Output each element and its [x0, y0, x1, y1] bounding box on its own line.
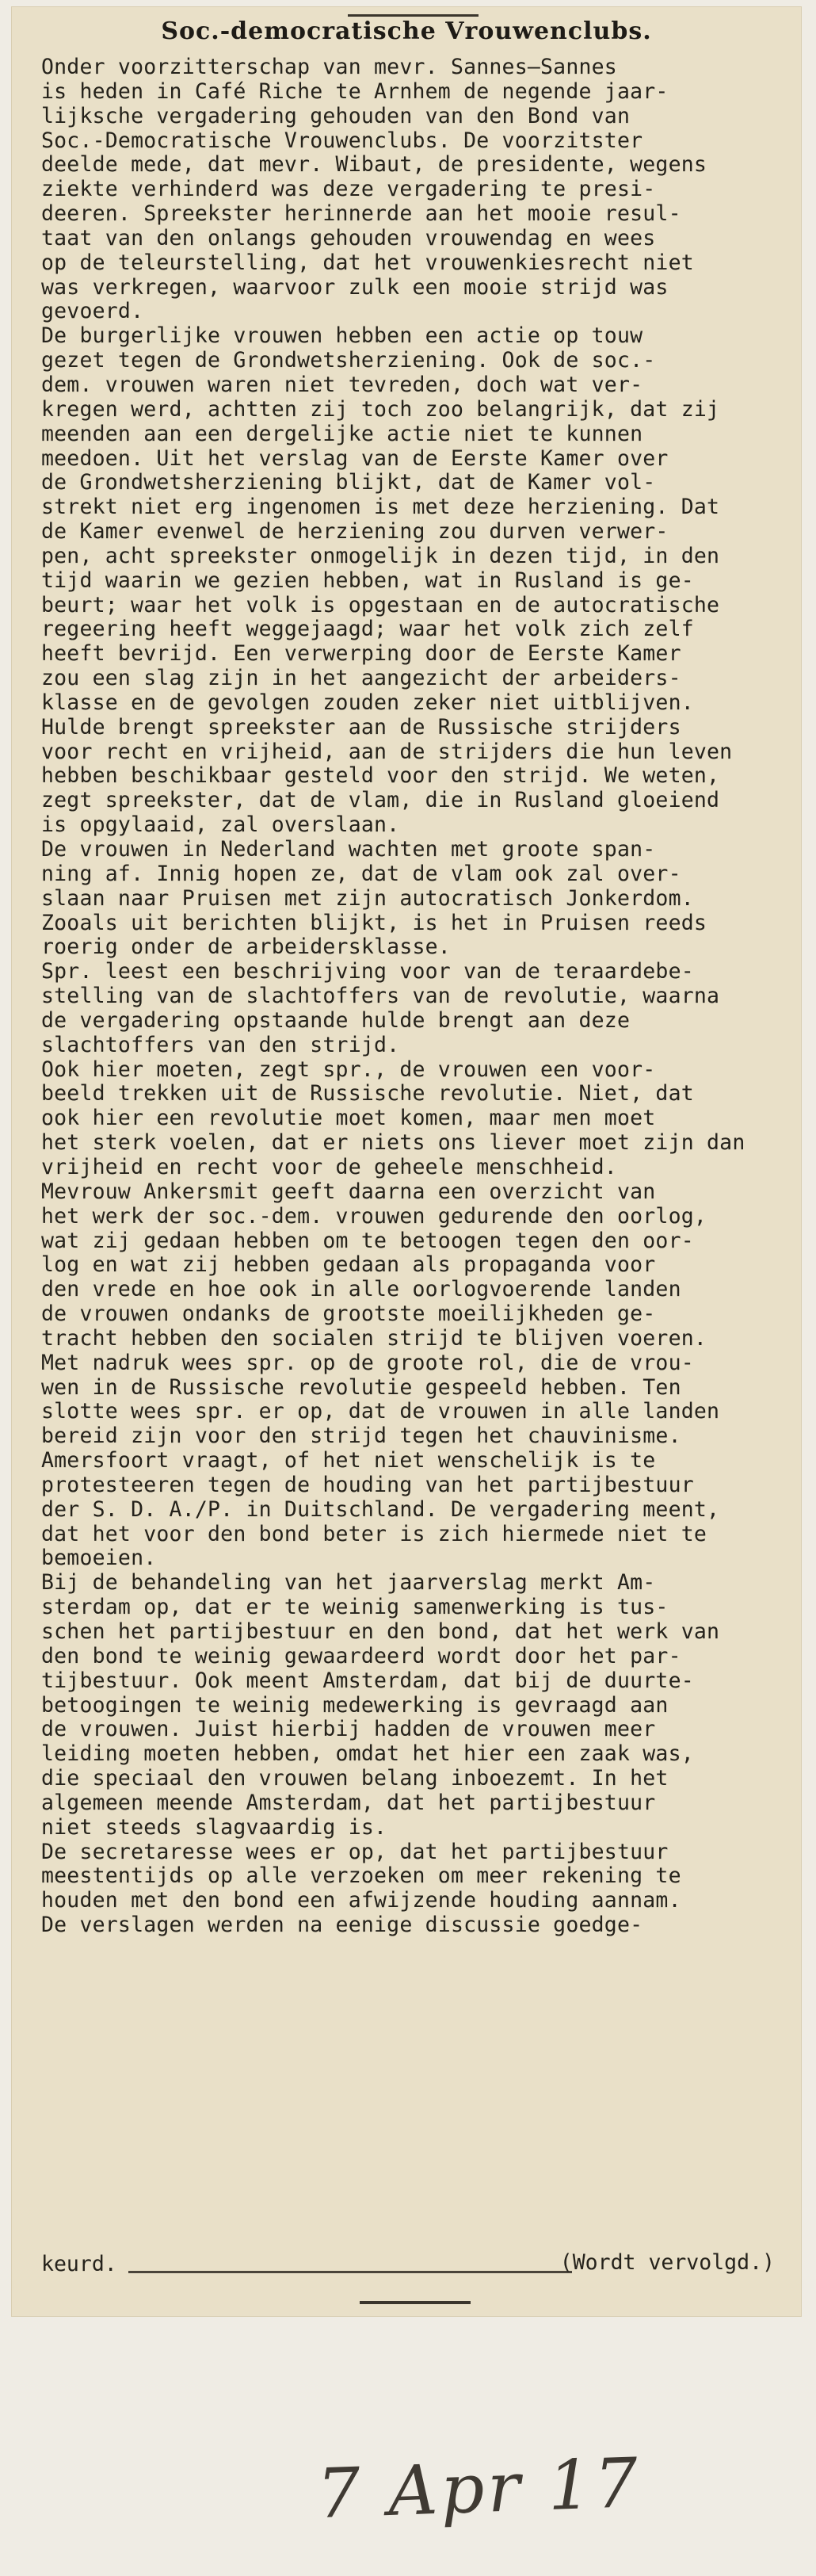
- top-divider-rule: [348, 14, 479, 17]
- article-line: meestentijds op alle verzoeken om meer rekening te: [41, 1864, 681, 1889]
- article-body: [41, 55, 786, 1938]
- article-line: zegt spreekster, dat de vlam, die in Rusland gloeiend: [41, 789, 720, 813]
- article-line: is heden in Café Riche te Arnhem de negende jaar-: [41, 79, 669, 104]
- article-line: slachtoffers van den strijd.: [41, 1033, 400, 1057]
- article-line: Hulde brengt spreekster aan de Russische strijders: [41, 715, 681, 740]
- article-line: roerig onder de arbeidersklasse.: [41, 935, 451, 960]
- article-line: is opgylaaid, zal overslaan.: [41, 813, 400, 838]
- article-line: hebben beschikbaar gesteld voor den strijd. We weten,: [41, 764, 720, 789]
- article-line: Mevrouw Ankersmit geeft daarna een overzicht van: [41, 1179, 656, 1204]
- article-line: dat het voor den bond beter is zich hiermede niet te: [41, 1522, 707, 1546]
- article-line: algemeen meende Amsterdam, dat het partijbestuur: [41, 1791, 656, 1815]
- article-line: meedoen. Uit het verslag van de Eerste Kamer over: [41, 446, 669, 471]
- article-line: meenden aan een dergelijke actie niet te kunnen: [41, 422, 643, 446]
- article-line: gevoerd.: [41, 300, 144, 324]
- article-line: bemoeien.: [41, 1546, 157, 1571]
- article-line: lijksche vergadering gehouden van den Bond van: [41, 104, 631, 128]
- article-line: betoogingen te weinig medewerking is gevraagd aan: [41, 1693, 669, 1718]
- article-line: regeering heeft weggejaagd; waar het volk zich zelf: [41, 617, 694, 642]
- article-line: wen in de Russische revolutie gespeeld hebben. Ten: [41, 1375, 681, 1400]
- article-line: stelling van de slachtoffers van de revolutie, waarna: [41, 984, 720, 1009]
- closing-word: keurd.: [41, 2252, 117, 2276]
- closing-rule: [128, 2271, 572, 2273]
- article-line: den vrede en hoe ook in alle oorlogvoerende landen: [41, 1278, 681, 1302]
- article-line: Met nadruk wees spr. op de groote rol, die de vrou-: [41, 1351, 694, 1375]
- article-line: deeren. Spreekster herinnerde aan het mooie resul-: [41, 202, 681, 227]
- article-line: de Grondwetsherziening blijkt, dat de Kamer vol-: [41, 471, 656, 495]
- article-line: schen het partijbestuur en den bond, dat het werk van: [41, 1620, 720, 1644]
- article-line: tijd waarin we gezien hebben, wat in Rusland is ge-: [41, 568, 694, 593]
- article-line: deelde mede, dat mevr. Wibaut, de presidente, wegens: [41, 153, 707, 178]
- article-line: De verslagen werden na eenige discussie goedge-: [41, 1913, 643, 1938]
- article-line: ziekte verhinderd was deze vergadering te presi-: [41, 178, 656, 202]
- article-line: protesteeren tegen de houding van het partijbestuur: [41, 1473, 694, 1497]
- article-line: leiding moeten hebben, omdat het hier een zaak was,: [41, 1742, 694, 1767]
- article-line: de vergadering opstaande hulde brengt aan deze: [41, 1008, 631, 1033]
- article-line: Onder voorzitterschap van mevr. Sannes—Sannes: [41, 55, 617, 79]
- article-line: der S. D. A./P. in Duitschland. De vergadering meent,: [41, 1497, 720, 1522]
- article-line: die speciaal den vrouwen belang inboezemt. In het: [41, 1767, 669, 1791]
- article-line: was verkregen, waarvoor zulk een mooie strijd was: [41, 275, 669, 300]
- article-line: tracht hebben den socialen strijd te blijven voeren.: [41, 1326, 707, 1351]
- article-line: het werk der soc.-dem. vrouwen gedurende den oorlog,: [41, 1204, 707, 1229]
- article-line: de vrouwen ondanks de grootste moeilijkheden ge-: [41, 1302, 656, 1327]
- article-line: De burgerlijke vrouwen hebben een actie op touw: [41, 324, 643, 349]
- article-line: ning af. Innig hopen ze, dat de vlam ook zal over-: [41, 862, 681, 886]
- article-closing: [41, 2252, 786, 2284]
- article-line: Zooals uit berichten blijkt, is het in Pruisen reeds: [41, 911, 707, 935]
- article-line: beurt; waar het volk is opgestaan en de autocratische: [41, 593, 720, 617]
- article-line: De secretaresse wees er op, dat het partijbestuur: [41, 1840, 669, 1864]
- newspaper-clipping: [11, 6, 802, 2317]
- article-line: gezet tegen de Grondwetsherziening. Ook de soc.-: [41, 349, 656, 373]
- article-line: strekt niet erg ingenomen is met deze herziening. Dat: [41, 495, 720, 520]
- article-line: kregen werd, achtten zij toch zoo belangrijk, dat zij: [41, 397, 720, 422]
- article-line: tijbestuur. Ook meent Amsterdam, dat bij de duurte-: [41, 1668, 694, 1693]
- bottom-divider-rule: [360, 2301, 471, 2304]
- article-line: het sterk voelen, dat er niets ons liever moet zijn dan: [41, 1131, 745, 1156]
- article-line: vrijheid en recht voor de geheele menschheid.: [41, 1155, 617, 1179]
- article-line: log en wat zij hebben gedaan als propaganda voor: [41, 1253, 656, 1278]
- article-line: zou een slag zijn in het aangezicht der arbeiders-: [41, 667, 681, 691]
- article-line: klasse en de gevolgen zouden zeker niet uitblijven.: [41, 690, 694, 715]
- article-line: pen, acht spreekster onmogelijk in dezen tijd, in den: [41, 544, 720, 568]
- article-line: slotte wees spr. er op, dat de vrouwen in alle landen: [41, 1400, 720, 1424]
- article-line: taat van den onlangs gehouden vrouwendag en wees: [41, 226, 656, 250]
- article-line: ook hier een revolutie moet komen, maar men moet: [41, 1106, 656, 1131]
- article-line: de Kamer evenwel de herziening zou durven verwer-: [41, 520, 669, 545]
- article-headline: Soc.-democratische Vrouwenclubs.: [161, 17, 652, 45]
- article-line: Ook hier moeten, zegt spr., de vrouwen een voor-: [41, 1057, 656, 1082]
- article-line: houden met den bond een afwijzende houding aannam.: [41, 1889, 681, 1913]
- continued-note: (Wordt vervolgd.): [559, 2250, 775, 2275]
- handwritten-date: 7 Apr 17: [315, 2443, 643, 2535]
- article-line: de vrouwen. Juist hierbij hadden de vrouwen meer: [41, 1718, 656, 1742]
- article-line: niet steeds slagvaardig is.: [41, 1815, 387, 1840]
- article-line: op de teleurstelling, dat het vrouwenkiesrecht niet: [41, 250, 694, 275]
- article-line: den bond te weinig gewaardeerd wordt door het par-: [41, 1644, 681, 1668]
- article-line: Spr. leest een beschrijving voor van de teraardebe-: [41, 960, 694, 984]
- article-line: Amersfoort vraagt, of het niet wenschelijk is te: [41, 1449, 656, 1473]
- article-line: Soc.-Democratische Vrouwenclubs. De voorzitster: [41, 128, 643, 153]
- article-line: dem. vrouwen waren niet tevreden, doch wat ver-: [41, 373, 643, 397]
- article-line: sterdam op, dat er te weinig samenwerking is tus-: [41, 1596, 669, 1620]
- article-line: De vrouwen in Nederland wachten met groote span-: [41, 838, 656, 862]
- article-line: wat zij gedaan hebben om te betoogen tegen den oor-: [41, 1229, 694, 1253]
- article-line: bereid zijn voor den strijd tegen het chauvinisme.: [41, 1424, 681, 1449]
- article-line: Bij de behandeling van het jaarverslag merkt Am-: [41, 1571, 656, 1596]
- article-line: voor recht en vrijheid, aan de strijders die hun leven: [41, 740, 733, 764]
- article-line: heeft bevrijd. Een verwerping door de Eerste Kamer: [41, 642, 681, 667]
- article-line: slaan naar Pruisen met zijn autocratisch Jonkerdom.: [41, 886, 694, 911]
- article-line: beeld trekken uit de Russische revolutie. Niet, dat: [41, 1082, 694, 1106]
